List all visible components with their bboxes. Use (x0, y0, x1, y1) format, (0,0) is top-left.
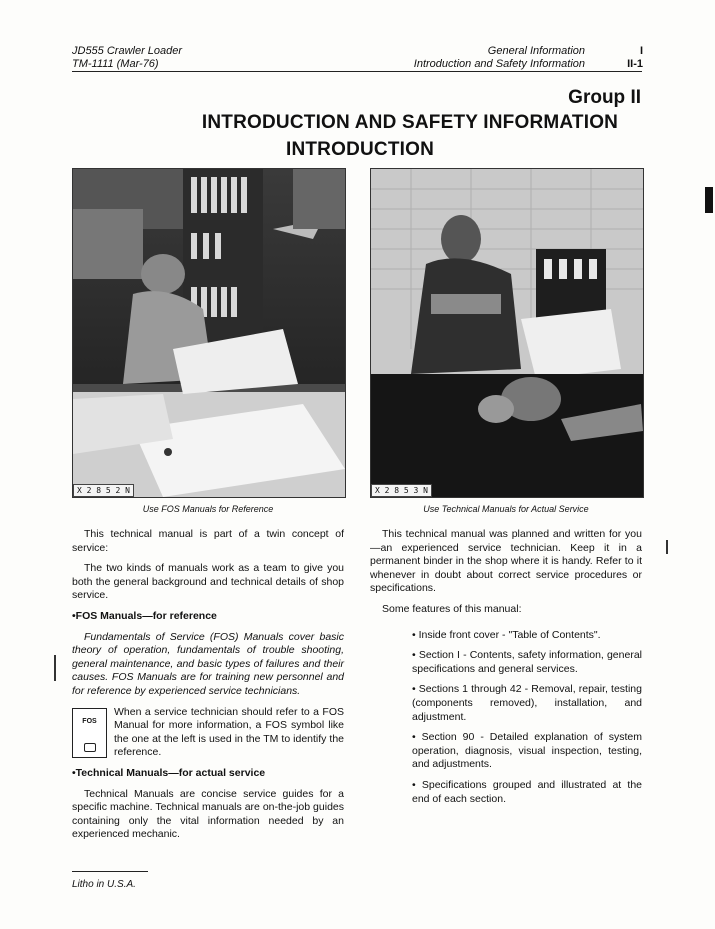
paragraph-planned-for-you: This technical manual was planned and written for you—an experienced service technician. Keep it in a permanent binder in the shop where it is handy. Refer to it whenever in doubt about correct service procedures or specifications. (370, 528, 642, 595)
feature-item: • Sections 1 through 42 - Removal, repair, testing (components removed), installation, and adjustment. (412, 683, 642, 723)
section-name: General Information (487, 45, 585, 57)
fos-symbol-label: FOS (82, 717, 97, 725)
photo-technical-illustration (371, 169, 643, 497)
paragraph-features-intro: Some features of this manual: (382, 602, 522, 615)
fos-symbol-icon (72, 708, 107, 758)
photo-id-tag: X 2 8 5 2 N (73, 484, 134, 497)
paragraph-technical-description: Technical Manuals are concise service guides for a specific machine. Technical manuals are on-the-job guides containing only the vital information needed by an experienced mechanic. (72, 787, 344, 841)
photo-fos-manuals (72, 168, 346, 498)
photo-caption-technical: Use Technical Manuals for Actual Service (423, 504, 589, 514)
section-tab-marker (705, 187, 713, 213)
section-title: INTRODUCTION (285, 139, 435, 160)
paragraph-fos-description: Fundamentals of Service (FOS) Manuals cover basic theory of operation, fundamentals of trouble shooting, general maintenance, and basic types of failures and their causes. FOS Manuals are for training new personnel and for reference by experienced service technicians. (72, 630, 344, 697)
revision-bar-right (666, 540, 668, 554)
heading-fos-manuals: •FOS Manuals—for reference (72, 609, 217, 622)
header-left (72, 45, 182, 71)
paragraph-fos-symbol: When a service technician should refer to a FOS Manual for more information, a FOS symbol like the one at the left is used in the TM to identify the reference. (114, 705, 344, 759)
paragraph-twin-concept: This technical manual is part of a twin concept of service: (72, 528, 344, 554)
group-label: Group II (568, 87, 641, 108)
header-rule (72, 71, 642, 72)
photo-id-tag: X 2 8 5 3 N (371, 484, 432, 497)
page-number: II-1 (627, 58, 643, 70)
photo-caption-fos: Use FOS Manuals for Reference (142, 504, 274, 514)
revision-bar-left (54, 655, 56, 681)
feature-item: • Section 90 - Detailed explanation of system operation, diagnosis, visual inspection, testing, and adjustments. (412, 731, 642, 771)
page-numbering (613, 45, 643, 71)
footer-rule (72, 871, 148, 872)
section-number: I (639, 45, 643, 57)
header-right (414, 45, 585, 71)
paragraph-two-kinds: The two kinds of manuals work as a team to give you both the general background and technical details of shop service. (72, 562, 344, 602)
photo-technical-manuals (370, 168, 644, 498)
left-column (72, 528, 344, 849)
feature-item: • Specifications grouped and illustrated at the end of each section. (412, 778, 642, 805)
feature-item: • Section I - Contents, safety information, general specifications and general services. (412, 649, 642, 675)
manual-number-date: TM-1111 (Mar-76) (72, 58, 159, 70)
group-name: Introduction and Safety Information (413, 58, 585, 70)
manual-title: JD555 Crawler Loader (72, 45, 183, 57)
right-column (370, 528, 642, 813)
fos-symbol-mark (84, 743, 96, 752)
photo-fos-illustration (73, 169, 345, 497)
page-title: INTRODUCTION AND SAFETY INFORMATION (201, 112, 619, 133)
heading-technical-manuals: •Technical Manuals—for actual service (72, 766, 266, 779)
fos-reference-block (72, 706, 344, 760)
footer-litho: Litho in U.S.A. (72, 879, 136, 890)
feature-item: • Inside front cover - "Table of Contents". (412, 628, 601, 641)
features-list (370, 629, 642, 807)
